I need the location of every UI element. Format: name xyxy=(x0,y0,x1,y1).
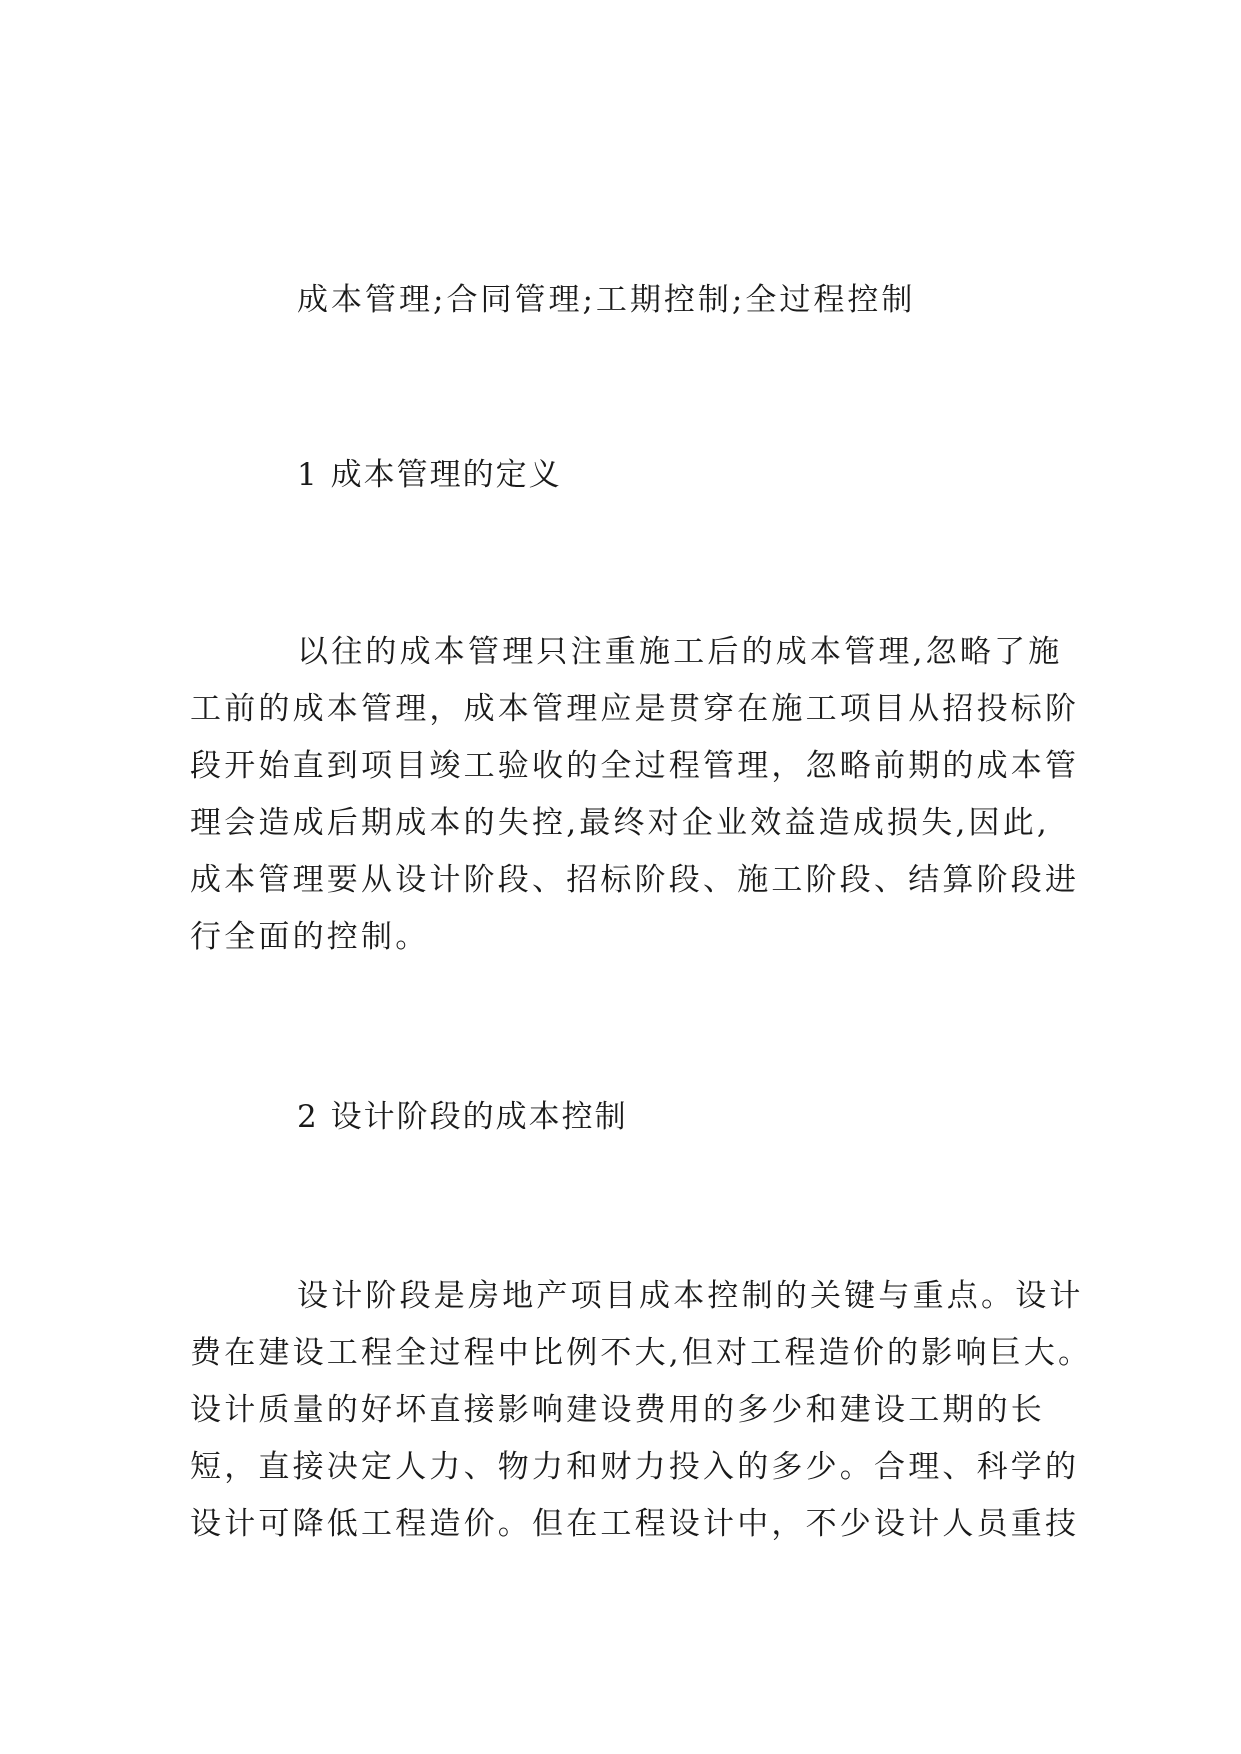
paragraph-line: 设计可降低工程造价。但在工程设计中，不少设计人员重技 xyxy=(190,1506,1080,1542)
section-paragraph-1 xyxy=(190,624,1080,966)
paragraph-line: 设计阶段是房地产项目成本控制的关键与重点。设计 xyxy=(297,1278,1084,1314)
section-heading-1: 1 成本管理的定义 xyxy=(297,457,562,493)
paragraph-line: 行全面的控制。 xyxy=(190,919,430,955)
paragraph-line: 段开始直到项目竣工验收的全过程管理，忽略前期的成本管 xyxy=(190,748,1080,784)
keywords-line: 成本管理;合同管理;工期控制;全过程控制 xyxy=(297,282,916,318)
paragraph-line: 成本管理要从设计阶段、招标阶段、施工阶段、结算阶段进 xyxy=(190,862,1080,898)
paragraph-line: 费在建设工程全过程中比例不大,但对工程造价的影响巨大。 xyxy=(190,1335,1093,1371)
paragraph-line: 设计质量的好坏直接影响建设费用的多少和建设工期的长 xyxy=(190,1392,1045,1428)
section-heading-2: 2 设计阶段的成本控制 xyxy=(297,1099,628,1135)
paragraph-line: 短，直接决定人力、物力和财力投入的多少。合理、科学的 xyxy=(190,1449,1080,1485)
section-paragraph-2 xyxy=(190,1268,1093,1553)
paragraph-line: 工前的成本管理，成本管理应是贯穿在施工项目从招投标阶 xyxy=(190,691,1080,727)
paragraph-line: 理会造成后期成本的失控,最终对企业效益造成损失,因此, xyxy=(190,805,1050,841)
paragraph-line: 以往的成本管理只注重施工后的成本管理,忽略了施 xyxy=(297,634,1063,670)
